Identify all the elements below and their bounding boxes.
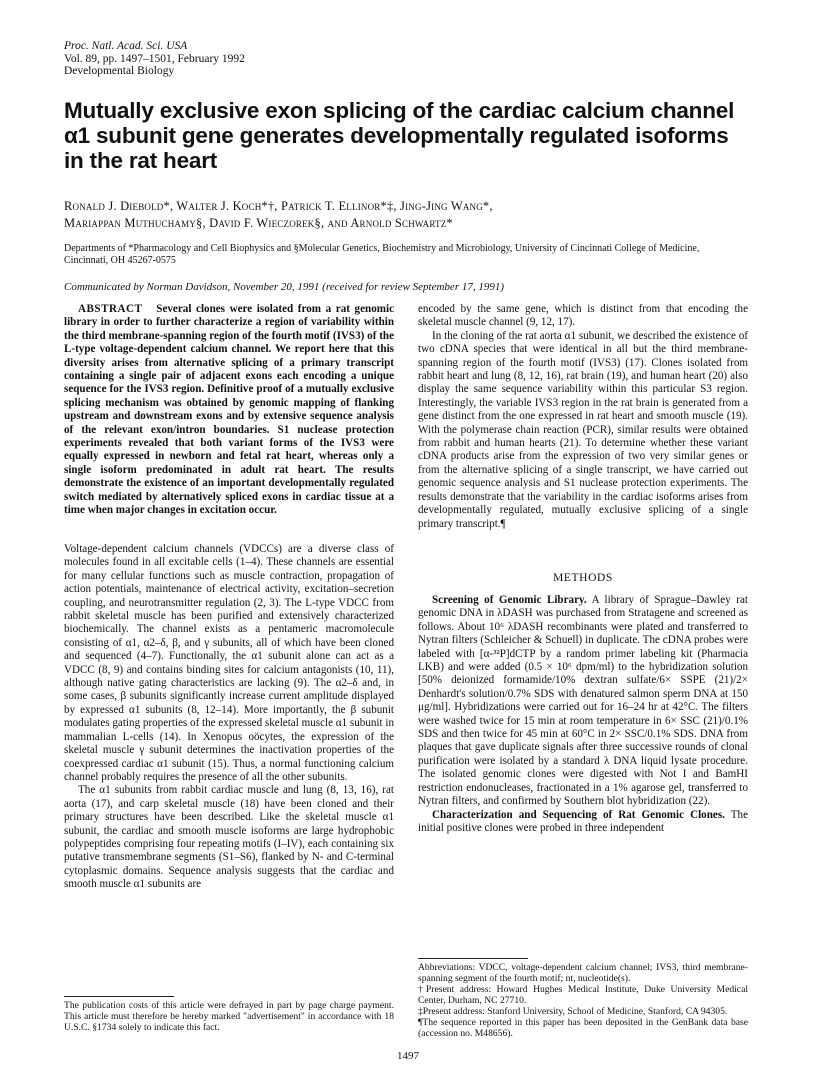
footnote-dagger: †Present address: Howard Hughes Medical Institute, Duke University Medical Center, Durham, NC 27710. [418,984,748,1006]
journal-section: Developmental Biology [64,65,175,77]
methods-heading: METHODS [553,572,613,584]
footnote-divider-right [418,958,528,959]
affiliations-line-1: Departments of *Pharmacology and Cell Biophysics and §Molecular Genetics, Biochemistry and Microbiology, University of Cincinnati College of Medicine, [64,243,700,254]
journal-header [64,40,245,78]
authors-line-2: Mariappan Muthuchamy§, David F. Wieczorek§, and Arnold Schwartz* [64,216,453,230]
communicated-by: Communicated by Norman Davidson, November 20, 1991 (received for review September 17, 1991) [64,281,505,293]
intro-paragraph-1: Voltage-dependent calcium channels (VDCCs) are a diverse class of molecules found in all excitable cells (1–4). These channels are essential for many cellular functions such as muscle contraction, propagation of action potentials, maintenance of electrical activity, excitation–secretion coupling, and neurotransmitter regulation (2, 3). The L-type VDCC from rabbit skeletal muscle has been purified and extensively characterized biochemically. The channel exists as a pentameric macromolecule consisting of α1, α2–δ, β, and γ subunits, all of which have been cloned and sequenced (4–7). Functionally, the α1 subunit alone can act as a VDCC (8, 9) and contains binding sites for calcium antagonists (10, 11), although native gating characteristics are lacking (9). The α2–δ and, in some cases, β subunits significantly increase current amplitude displayed by expressed α1 subunits (8, 12–14). More importantly, the β subunit modulates gating properties of the expressed skeletal muscle α1 subunit in mammalian L-cells (14). In Xenopus oöcytes, the expression of the skeletal muscle γ subunit determines the inactivation properties of the coexpressed cardiac α1 subunit (15). Thus, a normal functioning calcium channel probably requires the presence of all the other subunits. [64,543,394,783]
screening-text: A library of Sprague–Dawley rat genomic DNA in λDASH was purchased from Stratagene and screened as follows. About 10⁶ λDASH recombinants were plated and transferred to Nytran filters (Schleicher & Schuell) in duplicate. The cDNA probes were labeled with [α-³²P]dCTP by a random primer labeling kit (Pharmacia LKB) and were added (0.5 × 10⁶ dpm/ml) to the hybridization solution [50% deionized formamide/10% dextran sulfate/6× SSPE (21)/2× Denhardt's solution/0.7% SDS with denatured salmon sperm DNA at 150 μg/ml]. Hybridizations were carried out for 16–24 hr at 42°C. The filters were washed twice for 15 min at room temperature in 6× SSC (21)/0.1% SDS and then twice for 45 min at 60°C in 2× SSC/0.1% SDS. DNA from plaques that gave duplicate signals after three successive rounds of clonal purification were isolated by a standard λ DNA liquid lysate procedure. The isolated genomic clones were digested with Not I and BamHI restriction endonucleases, fractionated in a 1% agarose gel, transferred to Nytran filters, and confirmed by Southern blot hybridization (22). [418,594,748,808]
footnote-divider-left [64,996,174,997]
author-list [64,198,754,232]
intro-paragraph-2: The α1 subunits from rabbit cardiac muscle and lung (8, 13, 16), rat aorta (17), and carp skeletal muscle (18) have been cloned and their primary structures have been described. Like the skeletal muscle α1 subunit, the cardiac and smooth muscle isoforms are large hydrophobic polypeptides comprising four repeating motifs (I–IV), each containing six putative transmembrane segments (S1–S6), flanked by N- and C-terminal cytoplasmic domains. Sequence analysis suggests that the cardiac and smooth muscle α1 subunits are [64,784,394,891]
abstract-text: Several clones were isolated from a rat genomic library in order to further characterize a region of variability within the third membrane-spanning region of the fourth motif (IVS3) of the L-type voltage-dependent calcium channel. We report here that this diversity arises from alternative splicing of a primary transcript containing a single pair of adjacent exons each encoding a unique sequence for the IVS3 region. Definitive proof of a mutually exclusive splicing mechanism was obtained by genomic mapping of flanking upstream and downstream exons and by extensive sequence analysis of the relevant exon/intron boundaries. S1 nuclease protection experiments revealed that both variant forms of the IVS3 were equally expressed in newborn and fetal rat heart, whereas only a single isoform predominated in adult rat heart. The results demonstrate the existence of an important developmentally regulated switch mediated by alternatively spliced exons in cardiac tissue at a time when major changes in excitation occur. [64,303,394,517]
footnote-double-dagger: ‡Present address: Stanford University, School of Medicine, Stanford, CA 94305. [418,1006,728,1017]
abstract [64,303,394,518]
characterization-heading: Characterization and Sequencing of Rat Genomic Clones. [432,808,725,821]
right-paragraph-1: encoded by the same gene, which is distinct from that encoding the skeletal muscle channel (9, 12, 17). [418,303,748,329]
right-column-text [418,303,748,531]
article-title: Mutually exclusive exon splicing of the cardiac calcium channel α1 subunit gene generates developmentally regulated isoforms in the rat heart [64,98,735,173]
abstract-heading: ABSTRACT [78,303,143,315]
characterization-text: The initial positive clones were probed in three independent [418,808,748,834]
footnotes-right [418,962,748,1039]
methods-screening [418,594,748,835]
journal-volume: Vol. 89, pp. 1497–1501, February 1992 [64,52,245,65]
publication-cost-note: The publication costs of this article were defrayed in part by page charge payment. This article must therefore be hereby marked "advertisement" in accordance with 18 U.S.C. §1734 solely to indicate this fact. [64,1000,394,1033]
footnote-genbank: ¶The sequence reported in this paper has been deposited in the GenBank data base (accession no. M48656). [418,1017,748,1039]
journal-name: Proc. Natl. Acad. Sci. USA [64,40,188,52]
affiliations [64,243,764,266]
screening-heading: Screening of Genomic Library. [432,594,587,606]
right-paragraph-2: In the cloning of the rat aorta α1 subunit, we described the existence of two cDNA species that were identical in all but the third membrane-spanning region of the fourth motif (IVS3) (17). Clones isolated from rabbit heart and lung (8, 12, 16), rat brain (19), and human heart (20) also display the same sequence variability within this particular S3 region. Interestingly, the variable IVS3 region in the rat brain is generated from a gene distinct from the one expressed in rat heart and smooth muscle (19). With the polymerase chain reaction (PCR), similar results were obtained from rabbit and human hearts (21). To determine whether these variant cDNA products arise from the expression of two very similar genes or from the alternative splicing of a single transcript, we have carried out genomic sequence analysis and S1 nuclease protection experiments. The results demonstrate that the variability in the cardiac isoforms arises from developmentally regulated, mutually exclusive splicing of a single primary transcript.¶ [418,329,748,530]
introduction [64,543,394,892]
authors-line-1: Ronald J. Diebold*, Walter J. Koch*†, Patrick T. Ellinor*‡, Jing-Jing Wang*, [64,199,493,213]
page-number: 1497 [397,1050,419,1062]
footnote-abbreviations: Abbreviations: VDCC, voltage-dependent calcium channel; IVS3, third membrane-spanning segment of the fourth motif; nt, nucleotide(s). [418,962,748,984]
affiliations-line-2: Cincinnati, OH 45267-0575 [64,254,176,266]
